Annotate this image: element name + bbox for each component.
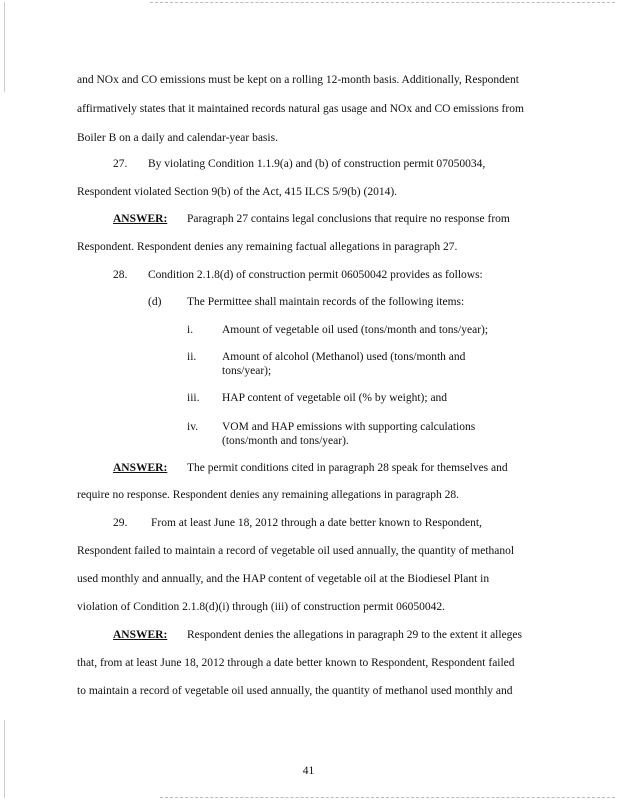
continuation-line-1: and NOx and CO emissions must be kept on a rolling 12-month basis. Additionally, Respondent [77,74,519,86]
paragraph-number-27: 27. [113,158,128,170]
scan-edge-left [4,2,5,92]
answer-28-line-1: The permit conditions cited in paragraph 28 speak for themselves and [187,462,508,474]
answer-27-line-2: Respondent. Respondent denies any remaining factual allegations in paragraph 27. [77,241,458,253]
answer-28-line-2: require no response. Respondent denies any remaining allegations in paragraph 28. [77,489,459,501]
list-item-text-ii-line-1: Amount of alcohol (Methanol) used (tons/month and [222,351,466,363]
paragraph-29-line-3: used monthly and annually, and the HAP content of vegetable oil at the Biodiesel Plant in [77,573,490,585]
answer-28-label: ANSWER: [113,462,168,474]
scan-edge-bottom [160,797,615,798]
list-item-text-iv-line-1: VOM and HAP emissions with supporting calculations [222,421,476,433]
subsection-d-text: The Permittee shall maintain records of the following items: [187,296,465,308]
scan-edge-top [150,2,617,3]
answer-29-line-3: to maintain a record of vegetable oil used annually, the quantity of methanol used monthly and [77,685,513,697]
paragraph-27-line-1: By violating Condition 1.1.9(a) and (b) of construction permit 07050034, [148,158,486,170]
list-item-text-ii-line-2: tons/year); [222,365,272,377]
paragraph-number-29: 29. [113,517,128,529]
answer-29-label: ANSWER: [113,629,168,641]
answer-29-line-2: that, from at least June 18, 2012 through a date better known to Respondent, Respondent failed [77,657,515,669]
continuation-line-3: Boiler B on a daily and calendar-year basis. [77,132,278,144]
answer-27-line-1: Paragraph 27 contains legal conclusions that require no response from [187,213,510,225]
scan-edge-left-lower [4,720,5,798]
paragraph-29-line-1: From at least June 18, 2012 through a date better known to Respondent, [151,517,482,529]
list-item-number-ii: ii. [187,351,197,363]
page-number: 41 [302,765,315,777]
answer-29-line-1: Respondent denies the allegations in paragraph 29 to the extent it alleges [187,629,522,641]
list-item-text-iv-line-2: (tons/month and tons/year). [222,435,349,447]
continuation-line-2: affirmatively states that it maintained records natural gas usage and NOx and CO emissions from [77,103,524,115]
list-item-text-iii: HAP content of vegetable oil (% by weight); and [222,392,448,404]
list-item-number-iv: iv. [187,421,199,433]
paragraph-29-line-2: Respondent failed to maintain a record of vegetable oil used annually, the quantity of methanol [77,545,515,557]
list-item-text-i: Amount of vegetable oil used (tons/month and tons/year); [222,324,489,336]
answer-27-label: ANSWER: [113,213,168,225]
list-item-number-i: i. [187,324,194,336]
paragraph-27-line-2: Respondent violated Section 9(b) of the Act, 415 ILCS 5/9(b) (2014). [77,186,398,198]
list-item-number-iii: iii. [187,392,200,404]
paragraph-28-text: Condition 2.1.8(d) of construction permit 06050042 provides as follows: [148,269,483,281]
paragraph-29-line-4: violation of Condition 2.1.8(d)(i) through (iii) of construction permit 06050042. [77,601,445,613]
subsection-d-label: (d) [148,296,162,308]
paragraph-number-28: 28. [113,269,128,281]
